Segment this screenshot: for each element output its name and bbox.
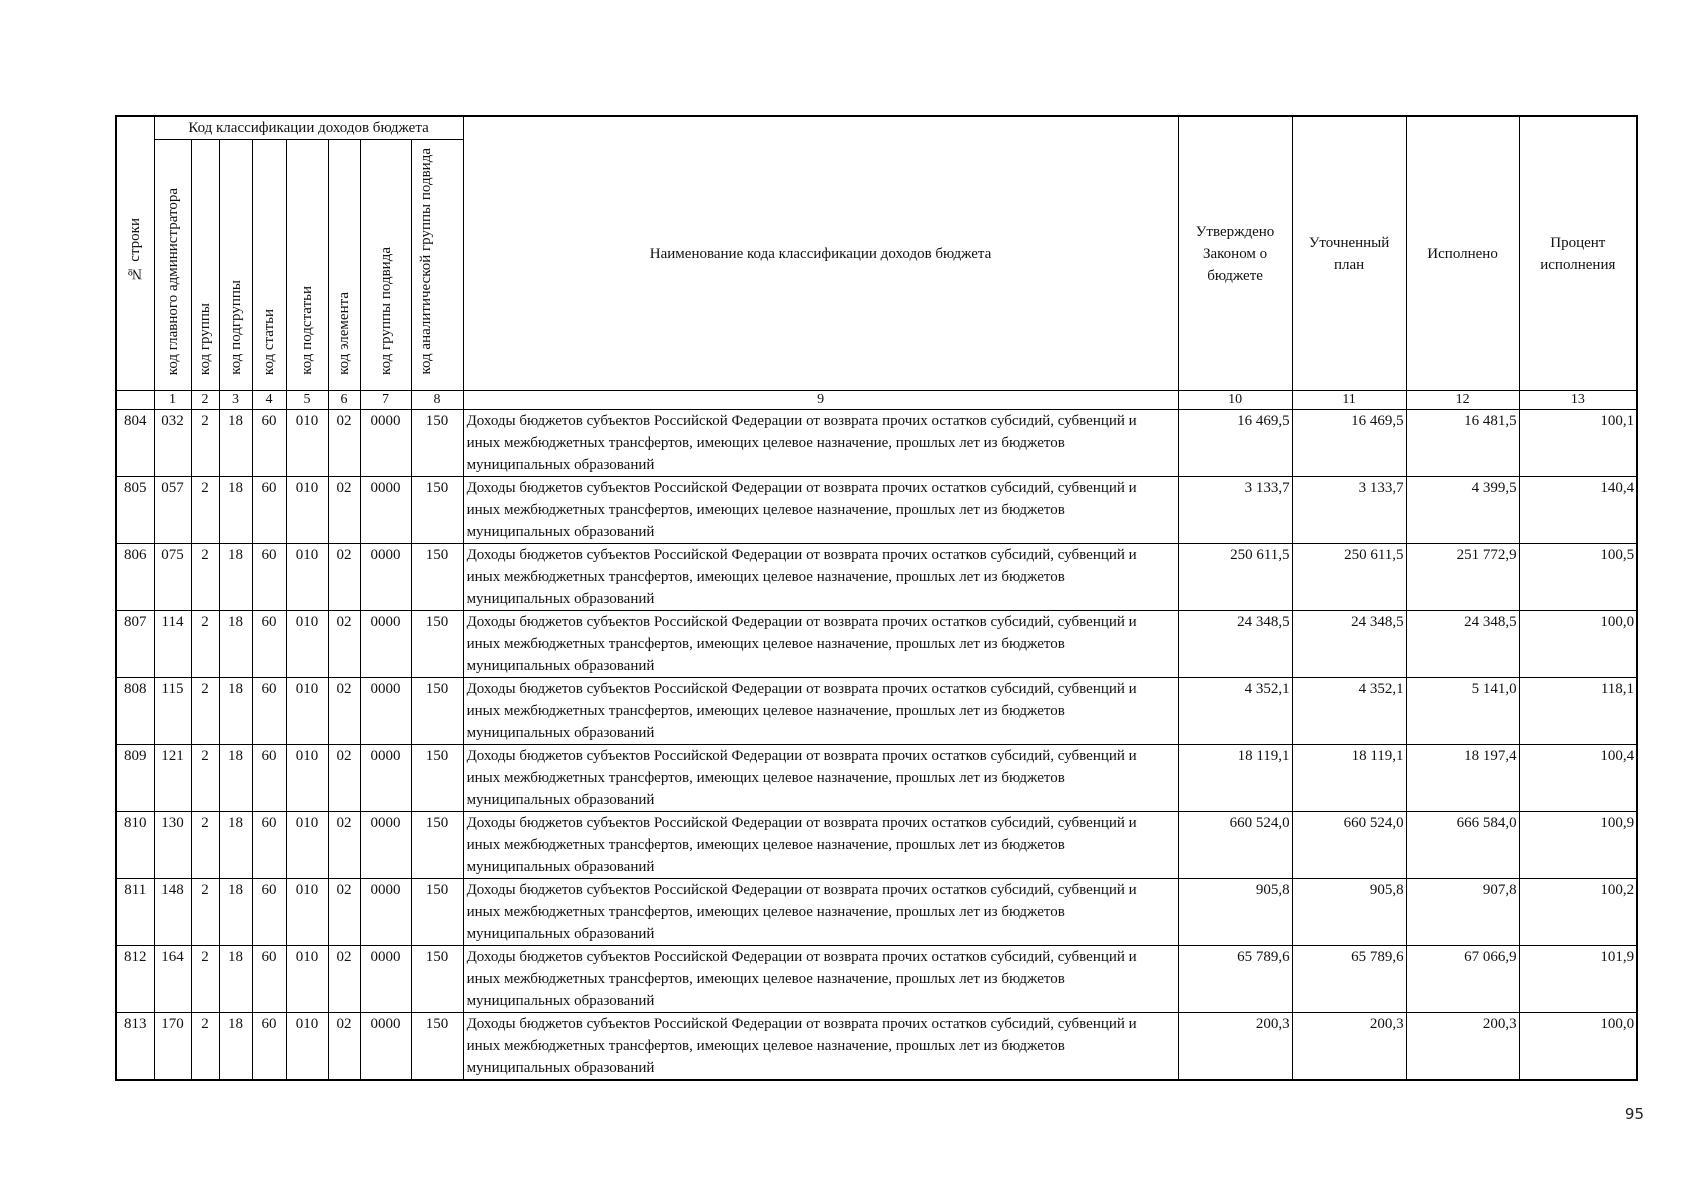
- header-subarticle-code: код подстатьи: [286, 140, 328, 391]
- column-number: 6: [328, 391, 360, 410]
- percent-cell: 140,4: [1519, 477, 1637, 544]
- admin-code-cell: 148: [154, 879, 191, 946]
- subarticle-code-cell: 010: [286, 678, 328, 745]
- subarticle-code-cell: 010: [286, 745, 328, 812]
- subtype-group-code-cell: 0000: [360, 544, 411, 611]
- approved-amount-cell: 24 348,5: [1178, 611, 1292, 678]
- percent-cell: 100,2: [1519, 879, 1637, 946]
- article-code-cell: 60: [252, 678, 286, 745]
- refined-plan-cell: 18 119,1: [1292, 745, 1406, 812]
- header-classification-code: Код классификации доходов бюджета: [154, 116, 463, 140]
- code-name-cell: Доходы бюджетов субъектов Российской Федерации от возврата прочих остатков субсидий, субвенций и иных межбюджетных трансфертов, имеющих целевое назначение, прошлых лет из бюджетов муниципальных образований: [463, 678, 1178, 745]
- budget-income-table: [115, 115, 1638, 1081]
- article-code-cell: 60: [252, 812, 286, 879]
- analytic-group-code-cell: 150: [411, 1013, 463, 1081]
- article-code-cell: 60: [252, 879, 286, 946]
- code-name-cell: Доходы бюджетов субъектов Российской Федерации от возврата прочих остатков субсидий, субвенций и иных межбюджетных трансфертов, имеющих целевое назначение, прошлых лет из бюджетов муниципальных образований: [463, 477, 1178, 544]
- element-code-cell: 02: [328, 410, 360, 477]
- table-row: [116, 611, 1637, 678]
- header-code-name: Наименование кода классификации доходов бюджета: [463, 116, 1178, 391]
- column-number: 7: [360, 391, 411, 410]
- element-code-cell: 02: [328, 1013, 360, 1081]
- row-number-cell: 809: [116, 745, 154, 812]
- refined-plan-cell: 660 524,0: [1292, 812, 1406, 879]
- subtype-group-code-cell: 0000: [360, 678, 411, 745]
- approved-amount-cell: 65 789,6: [1178, 946, 1292, 1013]
- subarticle-code-cell: 010: [286, 879, 328, 946]
- subgroup-code-cell: 18: [219, 745, 252, 812]
- subgroup-code-cell: 18: [219, 611, 252, 678]
- refined-plan-cell: 905,8: [1292, 879, 1406, 946]
- approved-amount-cell: 660 524,0: [1178, 812, 1292, 879]
- header-admin-code: код главного администратора: [154, 140, 191, 391]
- subtype-group-code-cell: 0000: [360, 1013, 411, 1081]
- column-number: 13: [1519, 391, 1637, 410]
- subarticle-code-cell: 010: [286, 946, 328, 1013]
- analytic-group-code-cell: 150: [411, 946, 463, 1013]
- table-row: [116, 410, 1637, 477]
- percent-cell: 100,4: [1519, 745, 1637, 812]
- subarticle-code-cell: 010: [286, 1013, 328, 1081]
- admin-code-cell: 115: [154, 678, 191, 745]
- approved-amount-cell: 18 119,1: [1178, 745, 1292, 812]
- row-number-cell: 806: [116, 544, 154, 611]
- approved-amount-cell: 200,3: [1178, 1013, 1292, 1081]
- table-row: [116, 812, 1637, 879]
- group-code-cell: 2: [191, 1013, 219, 1081]
- header-approved: Утверждено Законом о бюджете: [1178, 116, 1292, 391]
- element-code-cell: 02: [328, 745, 360, 812]
- table-row: [116, 879, 1637, 946]
- column-number: 5: [286, 391, 328, 410]
- analytic-group-code-cell: 150: [411, 544, 463, 611]
- column-number: 12: [1406, 391, 1519, 410]
- code-name-cell: Доходы бюджетов субъектов Российской Федерации от возврата прочих остатков субсидий, субвенций и иных межбюджетных трансфертов, имеющих целевое назначение, прошлых лет из бюджетов муниципальных образований: [463, 946, 1178, 1013]
- subgroup-code-cell: 18: [219, 1013, 252, 1081]
- group-code-cell: 2: [191, 678, 219, 745]
- refined-plan-cell: 24 348,5: [1292, 611, 1406, 678]
- code-name-cell: Доходы бюджетов субъектов Российской Федерации от возврата прочих остатков субсидий, субвенций и иных межбюджетных трансфертов, имеющих целевое назначение, прошлых лет из бюджетов муниципальных образований: [463, 812, 1178, 879]
- article-code-cell: 60: [252, 1013, 286, 1081]
- element-code-cell: 02: [328, 611, 360, 678]
- row-number-cell: 808: [116, 678, 154, 745]
- header-refined-plan: Уточненный план: [1292, 116, 1406, 391]
- subtype-group-code-cell: 0000: [360, 477, 411, 544]
- header-executed: Исполнено: [1406, 116, 1519, 391]
- executed-amount-cell: 16 481,5: [1406, 410, 1519, 477]
- subgroup-code-cell: 18: [219, 879, 252, 946]
- analytic-group-code-cell: 150: [411, 678, 463, 745]
- column-number: 3: [219, 391, 252, 410]
- column-number-row: [116, 391, 1637, 410]
- row-number-cell: 811: [116, 879, 154, 946]
- code-name-cell: Доходы бюджетов субъектов Российской Федерации от возврата прочих остатков субсидий, субвенций и иных межбюджетных трансфертов, имеющих целевое назначение, прошлых лет из бюджетов муниципальных образований: [463, 544, 1178, 611]
- column-number: 2: [191, 391, 219, 410]
- element-code-cell: 02: [328, 946, 360, 1013]
- subtype-group-code-cell: 0000: [360, 879, 411, 946]
- element-code-cell: 02: [328, 879, 360, 946]
- group-code-cell: 2: [191, 477, 219, 544]
- element-code-cell: 02: [328, 477, 360, 544]
- subarticle-code-cell: 010: [286, 812, 328, 879]
- subgroup-code-cell: 18: [219, 410, 252, 477]
- table-row: [116, 544, 1637, 611]
- group-code-cell: 2: [191, 745, 219, 812]
- table-row: [116, 745, 1637, 812]
- analytic-group-code-cell: 150: [411, 879, 463, 946]
- admin-code-cell: 057: [154, 477, 191, 544]
- element-code-cell: 02: [328, 678, 360, 745]
- row-number-cell: 812: [116, 946, 154, 1013]
- percent-cell: 101,9: [1519, 946, 1637, 1013]
- column-number: 8: [411, 391, 463, 410]
- analytic-group-code-cell: 150: [411, 611, 463, 678]
- table-row: [116, 678, 1637, 745]
- column-number: 1: [154, 391, 191, 410]
- element-code-cell: 02: [328, 812, 360, 879]
- refined-plan-cell: 250 611,5: [1292, 544, 1406, 611]
- approved-amount-cell: 250 611,5: [1178, 544, 1292, 611]
- group-code-cell: 2: [191, 879, 219, 946]
- executed-amount-cell: 24 348,5: [1406, 611, 1519, 678]
- executed-amount-cell: 200,3: [1406, 1013, 1519, 1081]
- header-row-number: № строки: [116, 116, 154, 391]
- group-code-cell: 2: [191, 410, 219, 477]
- percent-cell: 100,0: [1519, 611, 1637, 678]
- executed-amount-cell: 18 197,4: [1406, 745, 1519, 812]
- refined-plan-cell: 4 352,1: [1292, 678, 1406, 745]
- row-number-cell: 813: [116, 1013, 154, 1081]
- refined-plan-cell: 3 133,7: [1292, 477, 1406, 544]
- article-code-cell: 60: [252, 745, 286, 812]
- group-code-cell: 2: [191, 946, 219, 1013]
- approved-amount-cell: 3 133,7: [1178, 477, 1292, 544]
- article-code-cell: 60: [252, 410, 286, 477]
- executed-amount-cell: 67 066,9: [1406, 946, 1519, 1013]
- header-subtype-group-code: код группы подвида: [360, 140, 411, 391]
- analytic-group-code-cell: 150: [411, 745, 463, 812]
- column-number: 9: [463, 391, 1178, 410]
- row-number-cell: 805: [116, 477, 154, 544]
- article-code-cell: 60: [252, 611, 286, 678]
- executed-amount-cell: 907,8: [1406, 879, 1519, 946]
- percent-cell: 100,0: [1519, 1013, 1637, 1081]
- subtype-group-code-cell: 0000: [360, 611, 411, 678]
- row-number-cell: 810: [116, 812, 154, 879]
- admin-code-cell: 075: [154, 544, 191, 611]
- article-code-cell: 60: [252, 946, 286, 1013]
- code-name-cell: Доходы бюджетов субъектов Российской Федерации от возврата прочих остатков субсидий, субвенций и иных межбюджетных трансфертов, имеющих целевое назначение, прошлых лет из бюджетов муниципальных образований: [463, 879, 1178, 946]
- subgroup-code-cell: 18: [219, 812, 252, 879]
- element-code-cell: 02: [328, 544, 360, 611]
- column-number: 11: [1292, 391, 1406, 410]
- admin-code-cell: 114: [154, 611, 191, 678]
- subgroup-code-cell: 18: [219, 678, 252, 745]
- analytic-group-code-cell: 150: [411, 410, 463, 477]
- approved-amount-cell: 4 352,1: [1178, 678, 1292, 745]
- admin-code-cell: 032: [154, 410, 191, 477]
- subarticle-code-cell: 010: [286, 410, 328, 477]
- table-row: [116, 1013, 1637, 1081]
- percent-cell: 100,1: [1519, 410, 1637, 477]
- analytic-group-code-cell: 150: [411, 477, 463, 544]
- approved-amount-cell: 905,8: [1178, 879, 1292, 946]
- executed-amount-cell: 5 141,0: [1406, 678, 1519, 745]
- header-percent: Процент исполнения: [1519, 116, 1637, 391]
- subarticle-code-cell: 010: [286, 544, 328, 611]
- subtype-group-code-cell: 0000: [360, 410, 411, 477]
- row-number-cell: 804: [116, 410, 154, 477]
- subarticle-code-cell: 010: [286, 477, 328, 544]
- admin-code-cell: 130: [154, 812, 191, 879]
- percent-cell: 100,9: [1519, 812, 1637, 879]
- admin-code-cell: 121: [154, 745, 191, 812]
- table-row: [116, 946, 1637, 1013]
- header-article-code: код статьи: [252, 140, 286, 391]
- column-number-blank: [116, 391, 154, 410]
- code-name-cell: Доходы бюджетов субъектов Российской Федерации от возврата прочих остатков субсидий, субвенций и иных межбюджетных трансфертов, имеющих целевое назначение, прошлых лет из бюджетов муниципальных образований: [463, 745, 1178, 812]
- group-code-cell: 2: [191, 544, 219, 611]
- analytic-group-code-cell: 150: [411, 812, 463, 879]
- header-element-code: код элемента: [328, 140, 360, 391]
- group-code-cell: 2: [191, 611, 219, 678]
- header-analytic-group-code: код аналитической группы подвида: [411, 140, 463, 391]
- row-number-cell: 807: [116, 611, 154, 678]
- subgroup-code-cell: 18: [219, 544, 252, 611]
- percent-cell: 100,5: [1519, 544, 1637, 611]
- header-group-code: код группы: [191, 140, 219, 391]
- page-number: 95: [1624, 1105, 1644, 1123]
- approved-amount-cell: 16 469,5: [1178, 410, 1292, 477]
- subtype-group-code-cell: 0000: [360, 946, 411, 1013]
- group-code-cell: 2: [191, 812, 219, 879]
- subgroup-code-cell: 18: [219, 477, 252, 544]
- executed-amount-cell: 4 399,5: [1406, 477, 1519, 544]
- subgroup-code-cell: 18: [219, 946, 252, 1013]
- column-number: 4: [252, 391, 286, 410]
- executed-amount-cell: 251 772,9: [1406, 544, 1519, 611]
- subtype-group-code-cell: 0000: [360, 812, 411, 879]
- code-name-cell: Доходы бюджетов субъектов Российской Федерации от возврата прочих остатков субсидий, субвенций и иных межбюджетных трансфертов, имеющих целевое назначение, прошлых лет из бюджетов муниципальных образований: [463, 410, 1178, 477]
- subarticle-code-cell: 010: [286, 611, 328, 678]
- executed-amount-cell: 666 584,0: [1406, 812, 1519, 879]
- article-code-cell: 60: [252, 544, 286, 611]
- admin-code-cell: 164: [154, 946, 191, 1013]
- code-name-cell: Доходы бюджетов субъектов Российской Федерации от возврата прочих остатков субсидий, субвенций и иных межбюджетных трансфертов, имеющих целевое назначение, прошлых лет из бюджетов муниципальных образований: [463, 611, 1178, 678]
- column-number: 10: [1178, 391, 1292, 410]
- percent-cell: 118,1: [1519, 678, 1637, 745]
- refined-plan-cell: 200,3: [1292, 1013, 1406, 1081]
- refined-plan-cell: 16 469,5: [1292, 410, 1406, 477]
- code-name-cell: Доходы бюджетов субъектов Российской Федерации от возврата прочих остатков субсидий, субвенций и иных межбюджетных трансфертов, имеющих целевое назначение, прошлых лет из бюджетов муниципальных образований: [463, 1013, 1178, 1081]
- table-row: [116, 477, 1637, 544]
- admin-code-cell: 170: [154, 1013, 191, 1081]
- refined-plan-cell: 65 789,6: [1292, 946, 1406, 1013]
- article-code-cell: 60: [252, 477, 286, 544]
- header-subgroup-code: код подгруппы: [219, 140, 252, 391]
- subtype-group-code-cell: 0000: [360, 745, 411, 812]
